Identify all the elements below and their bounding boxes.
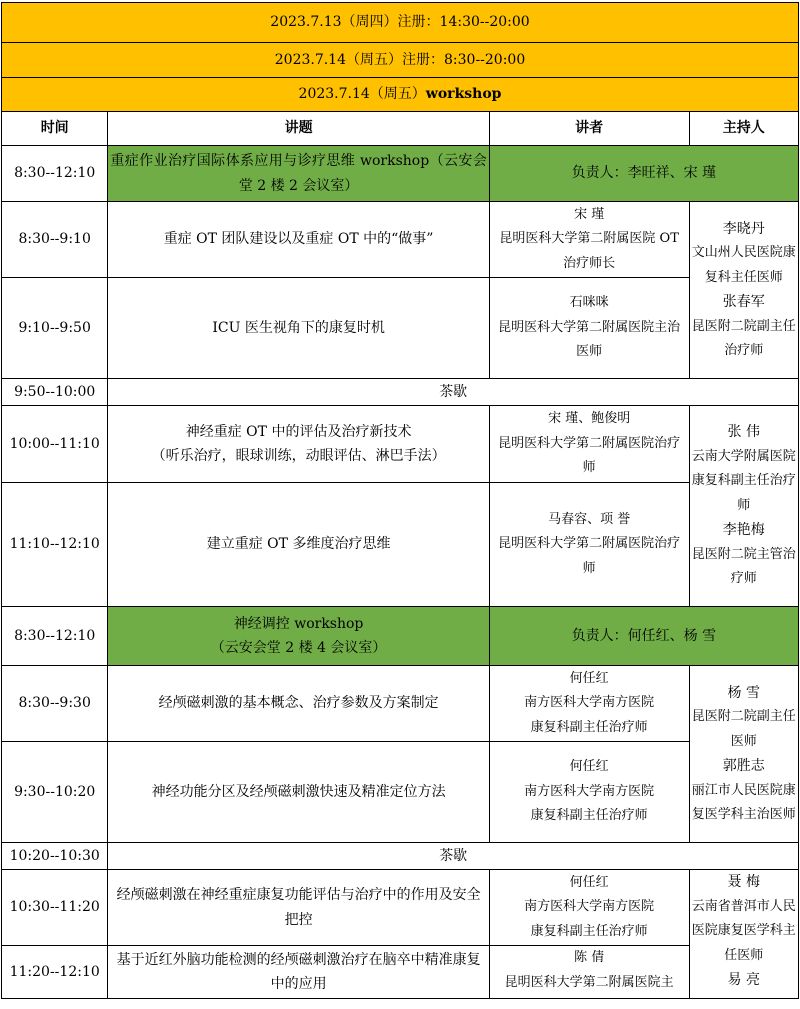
workshop-title-line: （云安会堂 2 楼 4 会议室）	[210, 640, 387, 656]
table-row	[2, 202, 799, 278]
workshop-time: 8:30--12:10	[2, 146, 108, 202]
host-name: 李艳梅	[722, 522, 765, 539]
session-hosts	[689, 870, 798, 999]
speaker-title: 康复科副主任治疗师	[530, 923, 648, 939]
table-row	[2, 666, 799, 742]
break-label: 茶歇	[108, 843, 799, 870]
table-row	[2, 870, 799, 946]
session-topic: 神经功能分区及经颅磁刺激快速及精准定位方法	[108, 742, 489, 843]
host-affiliation: 丽江市人民医院康复医学科主治医师	[691, 782, 796, 822]
session-hosts	[689, 406, 798, 607]
host-name: 杨 雪	[727, 684, 760, 701]
workshop-lead: 负责人：何任红、杨 雪	[489, 607, 798, 666]
session-time: 10:30--11:20	[2, 870, 108, 946]
speaker-affiliation: 昆明医科大学第二附属医院 OT 治疗师长	[499, 231, 679, 271]
header-host: 主持人	[689, 112, 798, 146]
header-time: 时间	[2, 112, 108, 146]
host-affiliation: 昆医附二院副主任医师	[691, 709, 796, 749]
speaker-affiliation: 南方医科大学南方医院	[524, 695, 655, 711]
speaker-name: 陈 倩	[574, 950, 605, 965]
workshop-row	[2, 607, 799, 666]
host-affiliation: 昆医附二院主管治疗师	[691, 546, 796, 587]
topic-line: 神经重症 OT 中的评估及治疗新技术	[185, 423, 412, 440]
schedule-table	[1, 2, 799, 999]
session-topic: 经颅磁刺激的基本概念、治疗参数及方案制定	[108, 666, 489, 742]
table-header-row	[2, 112, 799, 146]
host-name: 聂 梅	[727, 874, 760, 890]
session-speaker	[489, 406, 689, 483]
session-time: 8:30--9:10	[2, 202, 108, 278]
session-speaker	[489, 870, 689, 946]
banner-date-3	[2, 78, 799, 112]
speaker-name: 石咪咪	[569, 295, 609, 311]
speaker-affiliation: 昆明医科大学第二附属医院主治医师	[498, 319, 681, 360]
speaker-name: 马春容、项 誉	[548, 511, 631, 527]
session-speaker	[489, 742, 689, 843]
break-time: 10:20--10:30	[2, 843, 108, 870]
host-affiliation: 文山州人民医院康复科主任医师	[691, 245, 796, 285]
table-row	[2, 406, 799, 483]
banner-date-2: 2023.7.14（周五）注册：8:30--20:00	[2, 43, 799, 78]
banner-row-3	[2, 78, 799, 112]
host-name: 张春军	[722, 294, 765, 310]
session-speaker	[489, 278, 689, 379]
workshop-time: 8:30--12:10	[2, 607, 108, 666]
session-topic: 建立重症 OT 多维度治疗思维	[108, 483, 489, 607]
header-speaker: 讲者	[489, 112, 689, 146]
workshop-title-line: 神经调控 workshop	[233, 615, 364, 632]
host-affiliation: 昆医附二院副主任治疗师	[691, 318, 796, 358]
workshop-row	[2, 146, 799, 202]
host-name: 易 亮	[727, 972, 760, 988]
session-speaker	[489, 666, 689, 742]
session-topic: 基于近红外脑功能检测的经颅磁刺激治疗在脑卒中精准康复中的应用	[108, 946, 489, 999]
session-hosts	[689, 202, 798, 379]
speaker-affiliation: 昆明医科大学第二附属医院主	[504, 974, 674, 990]
speaker-name: 何任红	[569, 874, 609, 890]
workshop-title: 重症作业治疗国际体系应用与诊疗思维 workshop（云安会堂 2 楼 2 会议室）	[108, 146, 489, 202]
speaker-name: 宋 瑾	[574, 206, 605, 222]
host-name: 李晓丹	[722, 220, 765, 237]
break-row	[2, 379, 799, 406]
session-topic: ICU 医生视角下的康复时机	[108, 278, 489, 379]
table-row	[2, 278, 799, 379]
workshop-title	[108, 607, 489, 666]
banner-date-3-text: 2023.7.14（周五）	[298, 86, 426, 103]
host-name: 张 伟	[727, 424, 760, 441]
banner-row-1	[2, 3, 799, 43]
speaker-title: 康复科副主任治疗师	[530, 719, 648, 735]
speaker-name: 何任红	[569, 759, 609, 775]
host-affiliation: 云南大学附属医院康复科副主任治疗师	[691, 448, 796, 513]
session-time: 8:30--9:30	[2, 666, 108, 742]
session-topic: 经颅磁刺激在神经重症康复功能评估与治疗中的作用及安全把控	[108, 870, 489, 946]
header-topic: 讲题	[108, 112, 489, 146]
break-label: 茶歇	[108, 379, 799, 406]
topic-line: （听乐治疗，眼球训练，动眼评估、淋巴手法）	[151, 448, 446, 464]
speaker-name: 宋 瑾、鲍俊明	[548, 411, 631, 427]
table-row	[2, 483, 799, 607]
speaker-title: 康复科副主任治疗师	[530, 808, 648, 824]
table-row	[2, 742, 799, 843]
speaker-name: 何任红	[569, 670, 609, 686]
banner-date-1: 2023.7.13（周四）注册：14:30--20:00	[2, 3, 799, 43]
session-time: 9:10--9:50	[2, 278, 108, 379]
session-time: 9:30--10:20	[2, 742, 108, 843]
table-row	[2, 946, 799, 999]
session-speaker	[489, 946, 689, 999]
session-speaker	[489, 483, 689, 607]
session-topic	[108, 406, 489, 483]
session-time: 10:00--11:10	[2, 406, 108, 483]
speaker-affiliation: 昆明医科大学第二附属医院治疗师	[498, 435, 681, 476]
session-time: 11:20--12:10	[2, 946, 108, 999]
host-affiliation: 云南省普洱市人民医院康复医学科主任医师	[691, 898, 796, 963]
host-name: 郭胜志	[722, 758, 765, 774]
banner-row-2	[2, 43, 799, 78]
speaker-affiliation: 南方医科大学南方医院	[524, 783, 655, 799]
session-hosts	[689, 666, 798, 843]
banner-workshop-tag: workshop	[425, 86, 502, 103]
speaker-affiliation: 南方医科大学南方医院	[524, 899, 655, 915]
speaker-affiliation: 昆明医科大学第二附属医院治疗师	[498, 536, 681, 576]
workshop-lead: 负责人：李旺祥、宋 瑾	[489, 146, 798, 202]
break-row	[2, 843, 799, 870]
session-topic: 重症 OT 团队建设以及重症 OT 中的“做事”	[108, 202, 489, 278]
break-time: 9:50--10:00	[2, 379, 108, 406]
session-speaker	[489, 202, 689, 278]
session-time: 11:10--12:10	[2, 483, 108, 607]
